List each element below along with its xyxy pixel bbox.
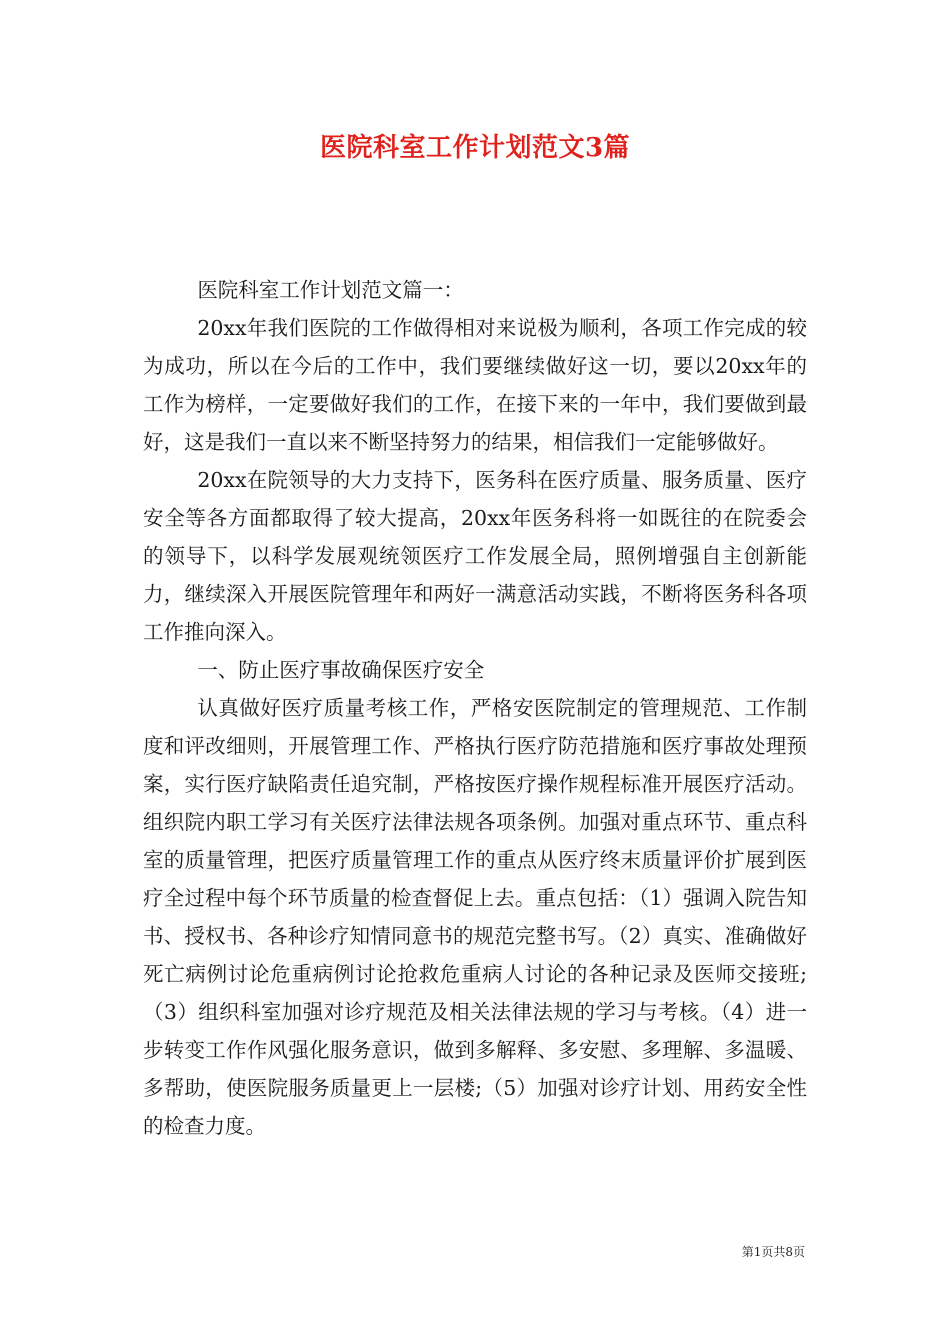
- paragraph: 20xx年我们医院的工作做得相对来说极为顺利，各项工作完成的较为成功，所以在今后的工作中，我们要继续做好这一切，要以20xx年的工作为榜样，一定要做好我们的工作，在接下来的一年中，我们要做到最好，这是我们一直以来不断坚持努力的结果，相信我们一定能够做好。: [143, 316, 807, 454]
- section-heading: 一、防止医疗事故确保医疗安全: [197, 658, 485, 682]
- document-body: [143, 271, 807, 1145]
- paragraph: 认真做好医疗质量考核工作，严格安医院制定的管理规范、工作制度和评改细则，开展管理工作、严格执行医疗防范措施和医疗事故处理预案，实行医疗缺陷责任追究制，严格按医疗操作规程标准开展医疗活动。组织院内职工学习有关医疗法律法规各项条例。加强对重点环节、重点科室的质量管理，把医疗质量管理工作的重点从医疗终末质量评价扩展到医疗全过程中每个环节质量的检查督促上去。重点包括：（1）强调入院告知书、授权书、各种诊疗知情同意书的规范完整书写。（2）真实、准确做好死亡病例讨论危重病例讨论抢救危重病人讨论的各种记录及医师交接班;（3）组织科室加强对诊疗规范及相关法律法规的学习与考核。（4）进一步转变工作作风强化服务意识，做到多解释、多安慰、多理解、多温暖、多帮助，使医院服务质量更上一层楼;（5）加强对诊疗计划、用药安全性的检查力度。: [143, 696, 807, 1138]
- document-title: 医院科室工作计划范文3篇: [319, 133, 631, 163]
- paragraph: 20xx在院领导的大力支持下，医务科在医疗质量、服务质量、医疗安全等各方面都取得了较大提高，20xx年医务科将一如既往的在院委会的领导下，以科学发展观统领医疗工作发展全局，照例增强自主创新能力，继续深入开展医院管理年和两好一满意活动实践，不断将医务科各项工作推向深入。: [143, 468, 807, 644]
- section-heading-part-one: 医院科室工作计划范文篇一：: [197, 278, 464, 302]
- page-number: 第1页共8页: [741, 1245, 805, 1259]
